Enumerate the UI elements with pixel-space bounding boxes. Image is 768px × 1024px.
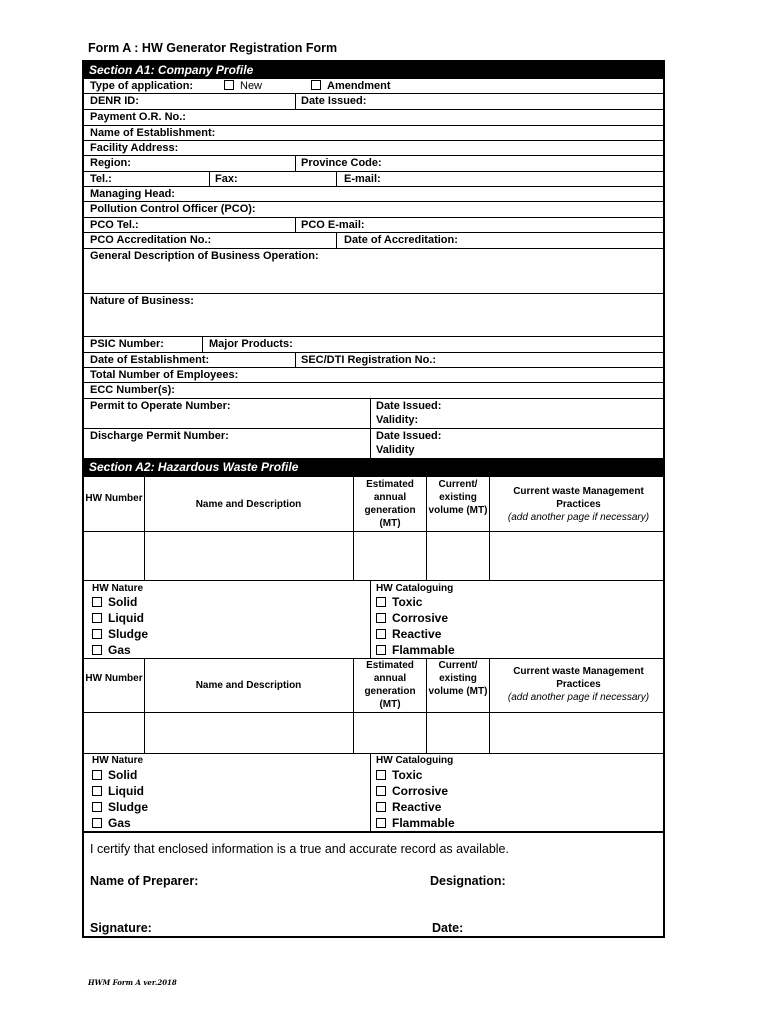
- date-of-establishment-label: Date of Establishment:: [90, 354, 210, 366]
- designation-label: Designation:: [430, 874, 506, 888]
- certification-statement: I certify that enclosed information is a true and accurate record as available.: [90, 842, 509, 856]
- col-name-description: Name and Description: [195, 499, 302, 510]
- discharge-permit-label: Discharge Permit Number:: [90, 430, 229, 442]
- payment-or-label: Payment O.R. No.:: [90, 111, 186, 123]
- nature-gas-2[interactable]: Gas: [92, 816, 131, 830]
- nature-gas[interactable]: Gas: [92, 643, 131, 657]
- col-estimated-generation-2: Estimated annual generation (MT): [364, 660, 416, 710]
- nature-solid-2[interactable]: Solid: [92, 768, 137, 782]
- catalog-flammable-2[interactable]: Flammable: [376, 816, 455, 830]
- catalog-toxic[interactable]: Toxic: [376, 595, 422, 609]
- col-waste-practices: Current waste Management Practices (add another page if necessary): [507, 486, 650, 523]
- ecc-numbers-label: ECC Number(s):: [90, 384, 175, 396]
- date-label: Date:: [432, 921, 464, 935]
- catalog-flammable[interactable]: Flammable: [376, 643, 455, 657]
- catalog-corrosive[interactable]: Corrosive: [376, 611, 448, 625]
- fax-label: Fax:: [215, 173, 238, 185]
- managing-head-label: Managing Head:: [90, 188, 175, 200]
- pco-tel-label: PCO Tel.:: [90, 219, 139, 231]
- checkbox-amendment[interactable]: [311, 80, 321, 90]
- pto-date-issued-label: Date Issued:: [376, 400, 442, 412]
- pco-label: Pollution Control Officer (PCO):: [90, 203, 256, 215]
- pco-email-label: PCO E-mail:: [301, 219, 365, 231]
- province-code-label: Province Code:: [301, 157, 382, 169]
- col-estimated-generation: Estimated annual generation (MT): [364, 479, 416, 529]
- major-products-label: Major Products:: [209, 338, 293, 350]
- col-hw-number: HW Number: [85, 493, 143, 504]
- nature-solid[interactable]: Solid: [92, 595, 137, 609]
- pco-accreditation-label: PCO Accreditation No.:: [90, 234, 212, 246]
- denr-id-label: DENR ID:: [90, 95, 139, 107]
- signature-label: Signature:: [90, 921, 152, 935]
- total-employees-label: Total Number of Employees:: [90, 369, 239, 381]
- catalog-reactive-2[interactable]: Reactive: [376, 800, 441, 814]
- nature-liquid[interactable]: Liquid: [92, 611, 144, 625]
- registration-form: [82, 60, 665, 938]
- nature-sludge-2[interactable]: Sludge: [92, 800, 148, 814]
- nature-liquid-2[interactable]: Liquid: [92, 784, 144, 798]
- hw-cataloguing-label-2: HW Cataloguing: [376, 755, 454, 766]
- facility-address-label: Facility Address:: [90, 142, 179, 154]
- option-new[interactable]: New: [224, 80, 262, 93]
- col-current-volume: Current/ existing volume (MT): [428, 479, 488, 516]
- name-of-preparer-label: Name of Preparer:: [90, 874, 199, 888]
- col-hw-number-2: HW Number: [85, 673, 143, 684]
- region-label: Region:: [90, 157, 131, 169]
- section-a1-header: Section A1: Company Profile: [84, 62, 663, 79]
- option-amendment[interactable]: Amendment: [311, 80, 391, 93]
- hw-cataloguing-label: HW Cataloguing: [376, 583, 454, 594]
- form-version-footer: HWM Form A ver.2018: [88, 978, 177, 987]
- nature-sludge[interactable]: Sludge: [92, 627, 148, 641]
- email-label: E-mail:: [344, 173, 381, 185]
- permit-to-operate-label: Permit to Operate Number:: [90, 400, 231, 412]
- dp-date-issued-label: Date Issued:: [376, 430, 442, 442]
- date-issued-label: Date Issued:: [301, 95, 367, 107]
- nature-of-business-label: Nature of Business:: [90, 295, 194, 307]
- col-waste-practices-2: Current waste Management Practices (add another page if necessary): [507, 666, 650, 703]
- tel-label: Tel.:: [90, 173, 112, 185]
- catalog-reactive[interactable]: Reactive: [376, 627, 441, 641]
- establishment-name-label: Name of Establishment:: [90, 127, 216, 139]
- col-current-volume-2: Current/ existing volume (MT): [428, 660, 488, 697]
- form-title: Form A : HW Generator Registration Form: [88, 41, 338, 55]
- general-description-label: General Description of Business Operation:: [90, 250, 319, 262]
- hw-nature-label: HW Nature: [92, 583, 144, 594]
- catalog-toxic-2[interactable]: Toxic: [376, 768, 422, 782]
- pto-validity-label: Validity:: [376, 414, 419, 426]
- dp-validity-label: Validity: [376, 444, 415, 456]
- catalog-corrosive-2[interactable]: Corrosive: [376, 784, 448, 798]
- date-of-accreditation-label: Date of Accreditation:: [344, 234, 458, 246]
- col-name-description-2: Name and Description: [195, 680, 302, 691]
- practices-note: (add another page if necessary): [507, 512, 650, 523]
- type-of-application-label: Type of application:: [90, 80, 194, 92]
- sec-dti-label: SEC/DTI Registration No.:: [301, 354, 437, 366]
- section-a2-header: Section A2: Hazardous Waste Profile: [84, 458, 663, 477]
- practices-note-2: (add another page if necessary): [507, 692, 650, 703]
- hw-nature-label-2: HW Nature: [92, 755, 144, 766]
- checkbox-new[interactable]: [224, 80, 234, 90]
- psic-number-label: PSIC Number:: [90, 338, 164, 350]
